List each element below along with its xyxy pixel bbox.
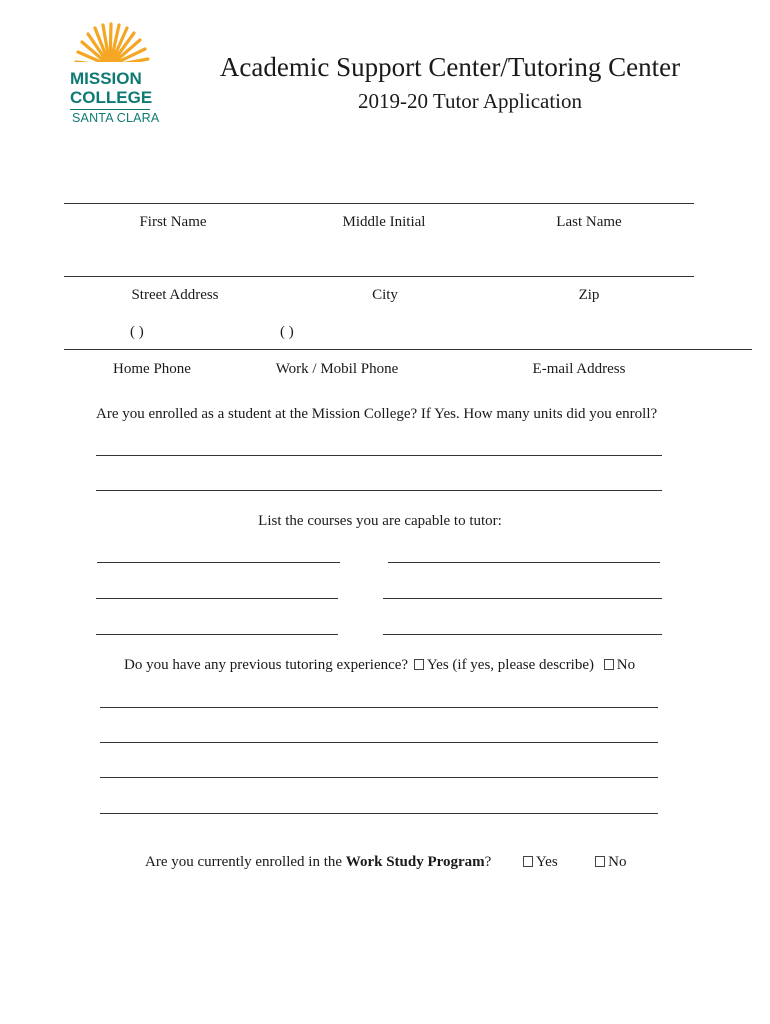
experience-line-4[interactable] [100, 813, 658, 814]
work-study-no-label: No [608, 854, 627, 870]
experience-line-3[interactable] [100, 777, 658, 778]
logo-word-college: COLLEGE [70, 88, 153, 107]
middle-initial-label: Middle Initial [342, 214, 426, 230]
experience-line-1[interactable] [100, 707, 658, 708]
email-label: E-mail Address [532, 361, 626, 377]
course-line-3[interactable] [96, 598, 338, 599]
experience-line-2[interactable] [100, 742, 658, 743]
experience-no-label: No [616, 657, 636, 673]
page-title: Academic Support Center/Tutoring Center [219, 52, 681, 82]
work-study-yes-checkbox[interactable] [523, 856, 533, 867]
name-line[interactable] [64, 203, 694, 204]
page-subtitle: 2019-20 Tutor Application [357, 89, 583, 113]
work-phone-area-code: ( ) [280, 324, 294, 340]
zip-label: Zip [578, 287, 600, 303]
work-study-suffix: ? [484, 854, 492, 870]
enrolled-answer-line-2[interactable] [96, 490, 662, 491]
course-line-6[interactable] [383, 634, 662, 635]
experience-yes-label: Yes (if yes, please describe) [426, 657, 595, 673]
logo-word-mission: MISSION [70, 69, 142, 88]
course-line-5[interactable] [96, 634, 338, 635]
city-label: City [372, 287, 398, 303]
home-phone-area-code: ( ) [130, 324, 144, 340]
courses-question: List the courses you are capable to tutor: [258, 513, 502, 529]
experience-question [124, 657, 635, 674]
logo-divider [70, 109, 150, 110]
first-name-label: First Name [139, 214, 207, 230]
course-line-4[interactable] [383, 598, 662, 599]
home-phone-label: Home Phone [113, 361, 191, 377]
sunburst-icon [70, 22, 160, 70]
work-study-question [145, 854, 627, 871]
enrolled-answer-line-1[interactable] [96, 455, 662, 456]
address-line[interactable] [64, 276, 694, 277]
enrolled-question: Are you enrolled as a student at the Mission College? If Yes. How many units did you enroll? [96, 406, 658, 422]
logo-word-santa-clara: SANTA CLARA [72, 111, 160, 125]
experience-no-checkbox[interactable] [604, 659, 614, 670]
last-name-label: Last Name [556, 214, 622, 230]
mission-college-logo [70, 22, 160, 130]
work-study-no-checkbox[interactable] [595, 856, 605, 867]
phone-email-line[interactable] [64, 349, 752, 350]
experience-question-text: Do you have any previous tutoring experience? [124, 657, 409, 673]
course-line-1[interactable] [97, 562, 340, 563]
work-study-yes-label: Yes [535, 854, 558, 870]
work-phone-label: Work / Mobil Phone [275, 361, 399, 377]
work-study-program-text: Work Study Program [345, 854, 485, 870]
work-study-prefix: Are you currently enrolled in the [145, 854, 343, 870]
street-address-label: Street Address [131, 287, 219, 303]
course-line-2[interactable] [388, 562, 660, 563]
experience-yes-checkbox[interactable] [414, 659, 424, 670]
